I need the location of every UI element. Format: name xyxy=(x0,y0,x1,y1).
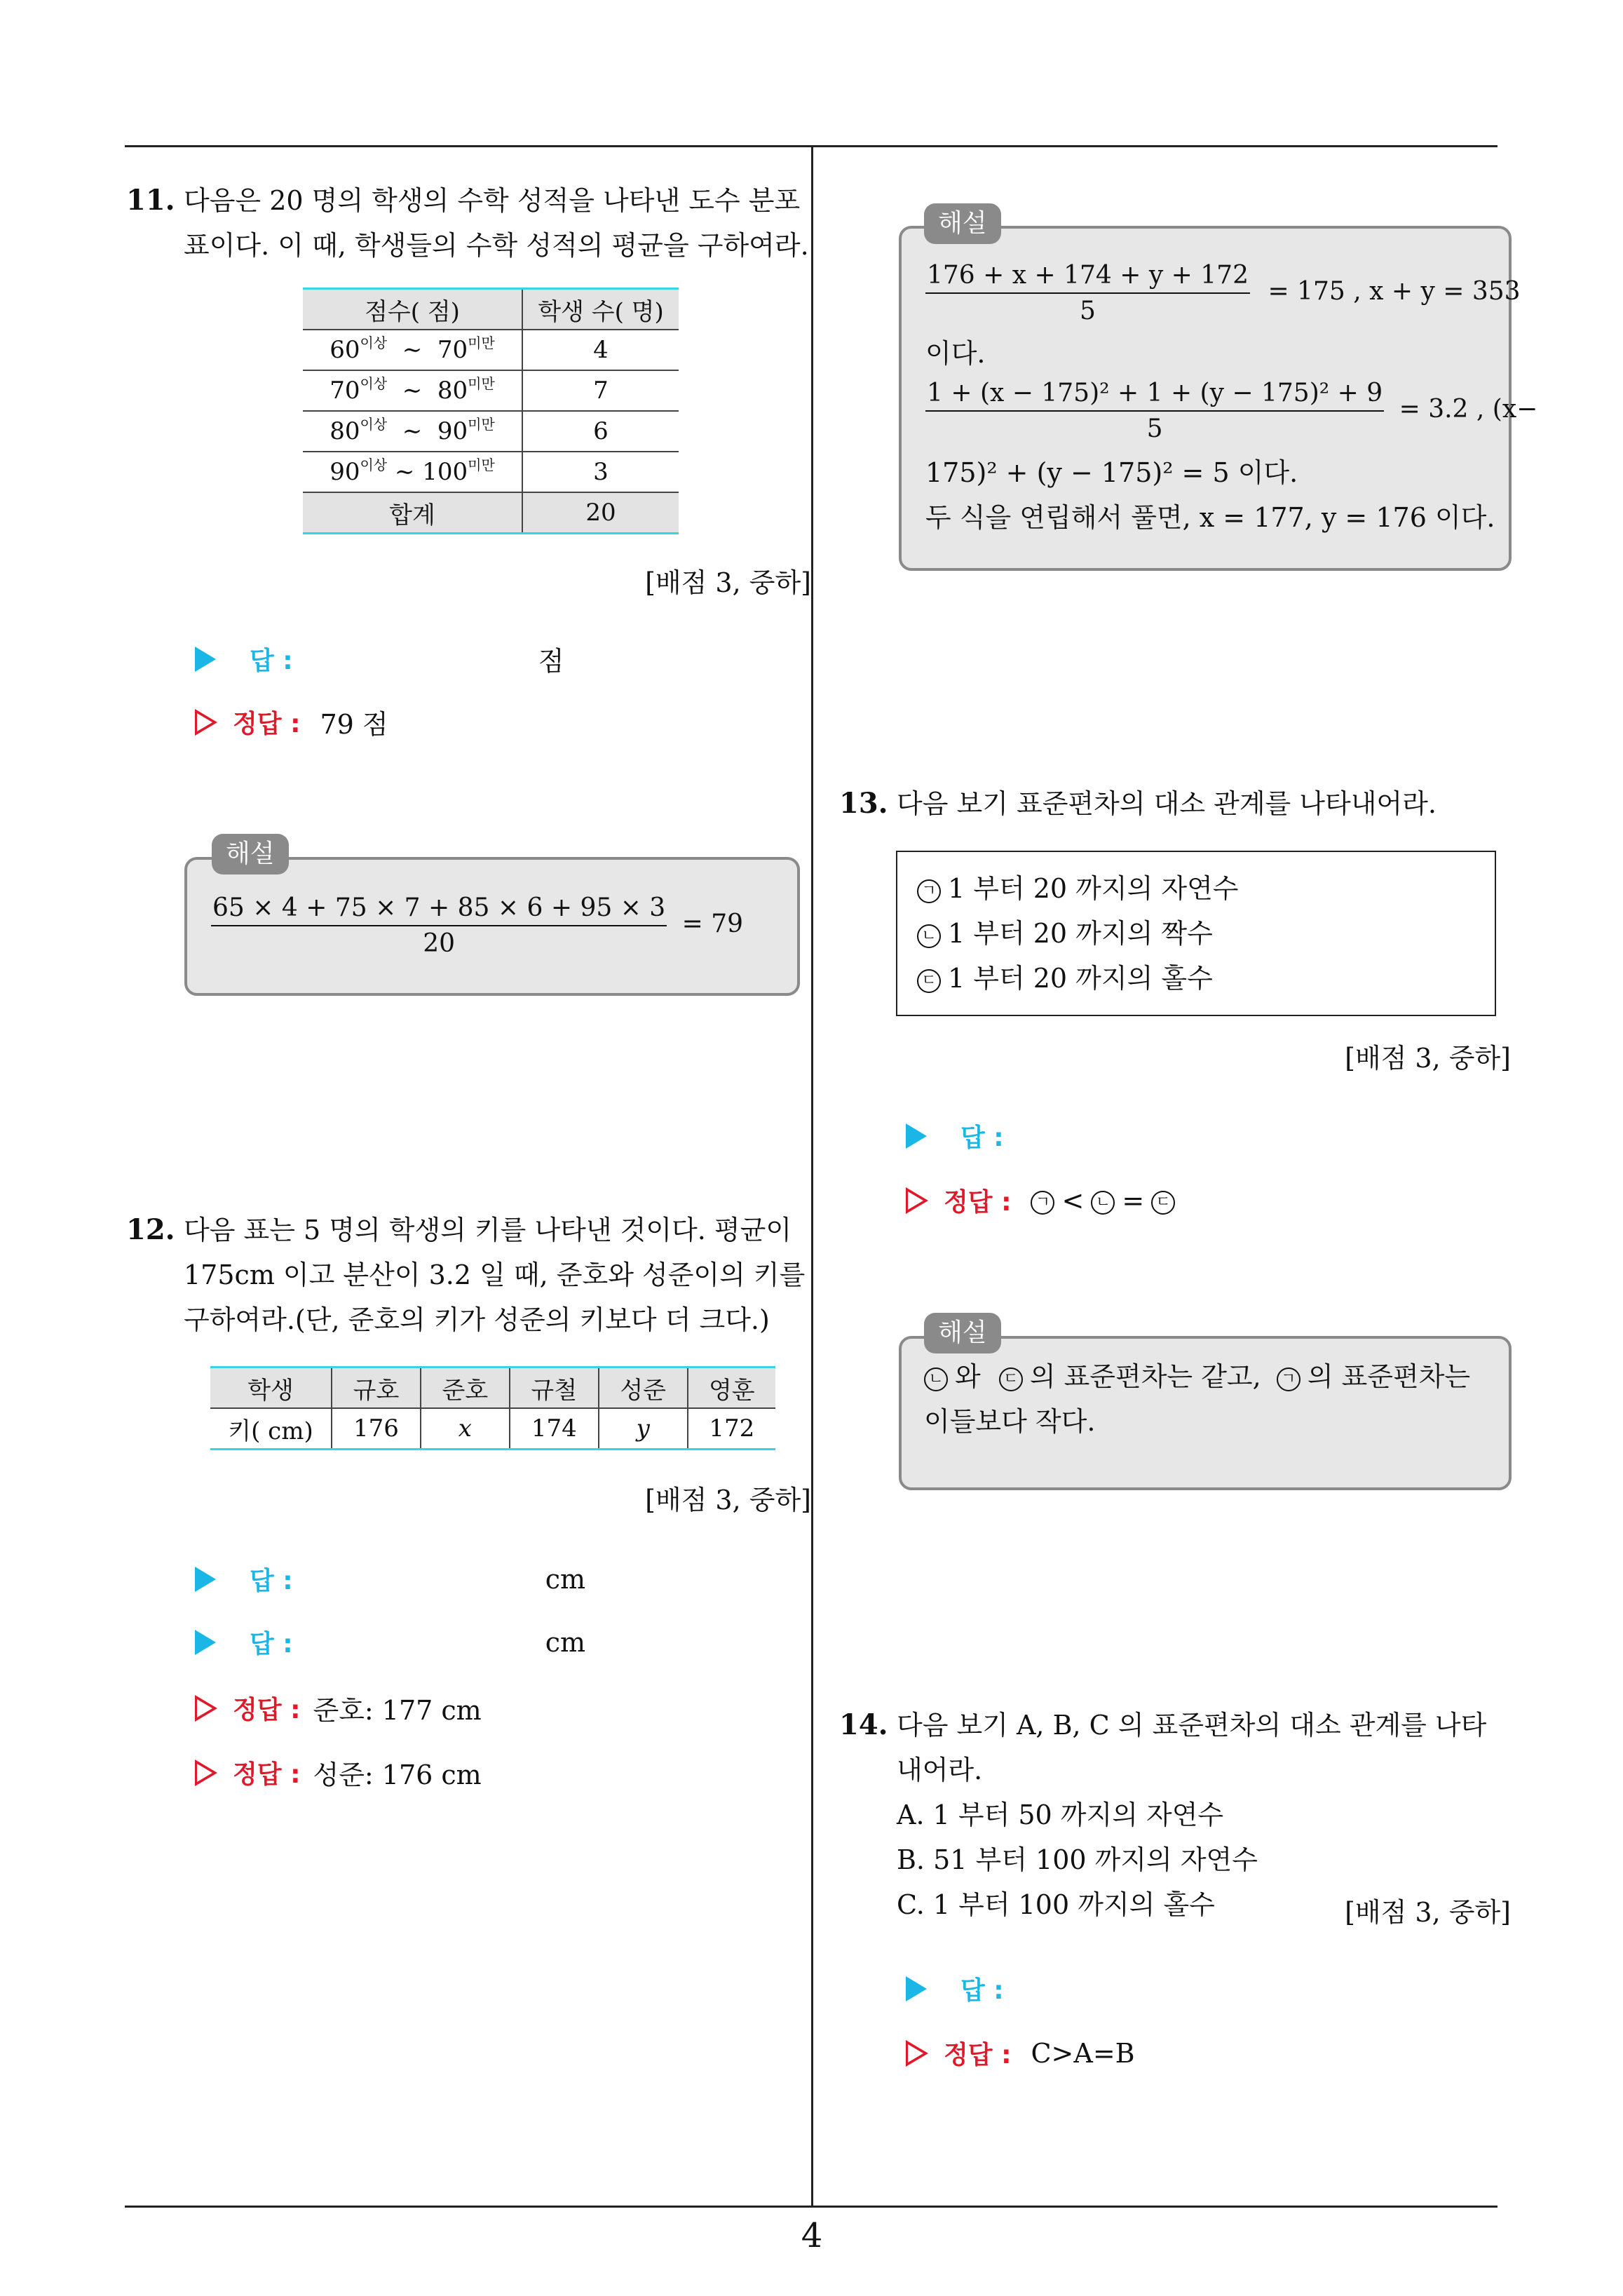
q13-choice-2: ㄴ 1 부터 20 까지의 짝수 xyxy=(917,911,1213,956)
correct-label: 정답 : xyxy=(233,1696,301,1724)
table-row xyxy=(303,370,679,411)
q13-solution-box xyxy=(899,1336,1512,1490)
table-row xyxy=(210,1408,775,1450)
q12-answer-field-1[interactable] xyxy=(195,1561,585,1597)
table-cell: y xyxy=(599,1408,688,1450)
table-header: 학생 xyxy=(210,1368,332,1409)
q11-solution-box xyxy=(184,857,800,996)
q13-choice-3: ㄷ 1 부터 20 까지의 홀수 xyxy=(917,956,1213,1001)
answer-label: 답 : xyxy=(960,1123,1004,1152)
q12-solution-formula-2: $\frac{\text{1 + (x − 175)² + 1 + (y − 175)² + 9}}{5}$ = 3.2 , (x− xyxy=(927,379,1538,443)
q12-score: [배점 3, 중하] xyxy=(645,1485,811,1515)
q11-number: 11. xyxy=(126,184,175,217)
correct-arrow-icon xyxy=(906,1187,928,1214)
table-cell: $70^{이상}$ ∼ $80^{미만}$ xyxy=(303,370,522,411)
q11-frequency-table xyxy=(303,288,679,534)
answer-unit: 점 xyxy=(538,646,564,677)
q14-item-a: A. 1 부터 50 까지의 자연수 xyxy=(897,1799,1224,1830)
correct-value: 성준: 176 cm xyxy=(313,1760,482,1790)
answer-arrow-icon xyxy=(906,1123,927,1149)
correct-label: 정답 : xyxy=(944,1188,1012,1217)
table-header: 점수( 점) xyxy=(303,289,522,330)
q12-line2: 175cm 이고 분산이 3.2 일 때, 준호와 성준이의 키를 xyxy=(184,1260,806,1290)
answer-arrow-icon xyxy=(195,1630,216,1655)
q12-height-table xyxy=(210,1366,775,1450)
answer-label: 답 : xyxy=(250,1567,293,1595)
q14-line1: 다음 보기 A, B, C 의 표준편차의 대소 관계를 나타 xyxy=(897,1710,1487,1741)
answer-arrow-icon xyxy=(195,647,216,672)
q12-solution-line5: 두 식을 연립해서 풀면, x = 177, y = 176 이다. xyxy=(925,502,1495,533)
correct-arrow-icon xyxy=(195,1695,217,1722)
q14-answer-field[interactable] xyxy=(906,1971,1004,2006)
q14-item-b: B. 51 부터 100 까지의 자연수 xyxy=(897,1844,1258,1875)
q13-choice-box xyxy=(896,851,1496,1016)
table-cell: 176 xyxy=(332,1408,421,1450)
correct-arrow-icon xyxy=(195,709,217,736)
q14-number: 14. xyxy=(839,1708,888,1741)
table-cell: 합계 xyxy=(303,492,522,534)
table-header: 준호 xyxy=(421,1368,510,1409)
table-cell: 7 xyxy=(522,370,679,411)
table-cell: $90^{이상}$ ∼ $100^{미만}$ xyxy=(303,452,522,492)
table-header: 영훈 xyxy=(688,1368,775,1409)
q12-correct-answer-2 xyxy=(195,1753,482,1792)
q12-solution-line2: 이다. xyxy=(925,338,986,369)
table-cell: 20 xyxy=(522,492,679,534)
q13-answer-field[interactable] xyxy=(906,1118,1004,1154)
column-divider xyxy=(811,145,813,2207)
correct-label: 정답 : xyxy=(233,710,301,738)
table-header: 학생 수( 명) xyxy=(522,289,679,330)
q11-line2: 표이다. 이 때, 학생들의 수학 성적의 평균을 구하여라. xyxy=(184,230,809,261)
correct-arrow-icon xyxy=(195,1760,217,1786)
q13-choice-1: ㄱ 1 부터 20 까지의 자연수 xyxy=(917,866,1239,911)
answer-label: 답 : xyxy=(960,1976,1004,2005)
page-number: 4 xyxy=(801,2216,823,2255)
q12-correct-answer-1 xyxy=(195,1689,482,1727)
table-header-row xyxy=(303,289,679,330)
correct-value: 준호: 177 cm xyxy=(313,1695,482,1726)
q12-number: 12. xyxy=(126,1213,175,1246)
q13-solution-line2: 이들보다 작다. xyxy=(924,1406,1096,1437)
answer-label: 답 : xyxy=(250,647,293,675)
q11-answer-field[interactable] xyxy=(195,640,564,678)
table-cell: 174 xyxy=(510,1408,599,1450)
q12-solution-line4: 175)² + (y − 175)² = 5 이다. xyxy=(925,457,1298,488)
q14-correct-answer xyxy=(906,2035,1135,2071)
answer-unit: cm xyxy=(545,1563,586,1595)
q11-line1: 다음은 20 명의 학생의 수학 성적을 나타낸 도수 분포 xyxy=(184,185,801,216)
q13-solution-tag: 해설 xyxy=(924,1313,1001,1353)
table-cell: 4 xyxy=(522,330,679,370)
q12-solution-box xyxy=(899,226,1538,571)
table-row xyxy=(303,411,679,452)
table-header: 규호 xyxy=(332,1368,421,1409)
correct-value: ㄱ < ㄴ = ㄷ xyxy=(1031,1185,1182,1216)
table-cell: 3 xyxy=(522,452,679,492)
q13-solution-line1: ㄴ 와 ㄷ 의 표준편차는 같고, ㄱ 의 표준편차는 xyxy=(924,1354,1470,1399)
q11-correct-answer xyxy=(195,703,388,741)
table-header-row xyxy=(210,1368,775,1409)
q11-solution-tag: 해설 xyxy=(212,834,289,874)
correct-label: 정답 : xyxy=(233,1760,301,1789)
table-cell: $80^{이상}$ ∼ $90^{미만}$ xyxy=(303,411,522,452)
q13-score: [배점 3, 중하] xyxy=(1345,1043,1511,1074)
table-cell: 6 xyxy=(522,411,679,452)
q12-line1: 다음 표는 5 명의 학생의 키를 나타낸 것이다. 평균이 xyxy=(184,1215,792,1245)
table-cell: $60^{이상}$ ∼ $70^{미만}$ xyxy=(303,330,522,370)
answer-arrow-icon xyxy=(195,1567,216,1592)
table-row xyxy=(303,330,679,370)
correct-value: C>A=B xyxy=(1031,2037,1135,2069)
table-header: 규철 xyxy=(510,1368,599,1409)
table-cell: 키( cm) xyxy=(210,1408,332,1450)
q12-solution-formula-1: $\frac{176 + x + 174 + y + 172}{5}$ = 175 , x + y = 353 xyxy=(927,261,1521,325)
answer-unit: cm xyxy=(545,1626,586,1658)
table-cell: 172 xyxy=(688,1408,775,1450)
table-header: 성준 xyxy=(599,1368,688,1409)
answer-arrow-icon xyxy=(906,1976,927,2001)
q11-solution-formula: $\frac{65 \times 4 + 75 \times 7 + 85 \times 6 + 95 \times 3}{20}$ = 79 xyxy=(212,893,744,958)
q14-item-c: C. 1 부터 100 까지의 홀수 xyxy=(897,1889,1215,1920)
bottom-rule xyxy=(125,2206,1498,2208)
q13-number: 13. xyxy=(839,787,888,820)
q12-solution-tag: 해설 xyxy=(924,203,1001,244)
correct-arrow-icon xyxy=(906,2040,928,2067)
q14-score: [배점 3, 중하] xyxy=(1345,1897,1511,1928)
q12-answer-field-2[interactable] xyxy=(195,1624,585,1660)
q11-score: [배점 3, 중하] xyxy=(645,567,811,598)
q14-line2: 내어라. xyxy=(897,1755,983,1785)
correct-label: 정답 : xyxy=(944,2041,1012,2069)
q13-correct-answer xyxy=(906,1182,1182,1218)
correct-value: 79 점 xyxy=(320,709,388,740)
q13-line1: 다음 보기 표준편차의 대소 관계를 나타내어라. xyxy=(897,788,1437,819)
table-total-row xyxy=(303,492,679,534)
table-row xyxy=(303,452,679,492)
answer-label: 답 : xyxy=(250,1630,293,1659)
q12-line3: 구하여라.(단, 준호의 키가 성준의 키보다 더 크다.) xyxy=(184,1304,770,1335)
table-cell: x xyxy=(421,1408,510,1450)
